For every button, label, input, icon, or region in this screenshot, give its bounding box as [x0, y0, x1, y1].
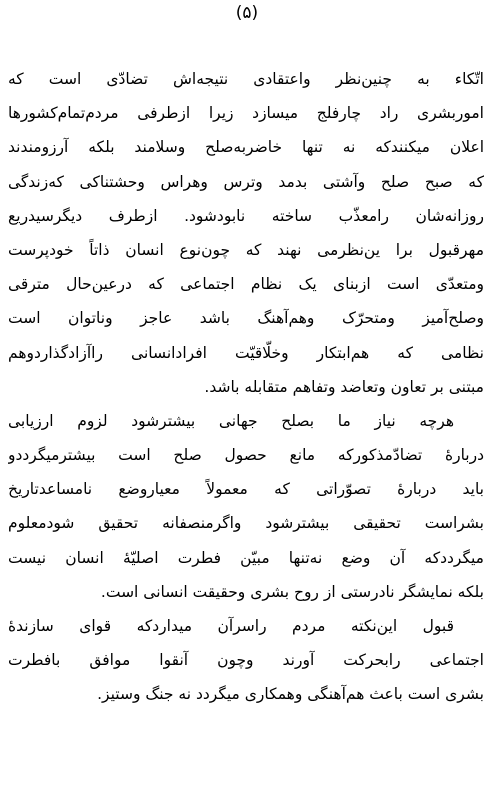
body-text [8, 62, 484, 712]
text-line: بشراست تحقیقی بیشترشود واگرمنصفانه تحقیق شودمعلوم [8, 514, 484, 533]
text-line: روزانه‌شان رامعذّب ساخته نابودشود. ازطرف دیگرسیدریع [8, 206, 484, 225]
text-line: اجتماعی رابحرکت آورند وچون آنقوا موافق بافطرت [8, 651, 484, 670]
text-line: دربارهٔ تضادّمذکورکه مانع حصول صلح است بیشترمیگرددو [8, 446, 484, 465]
text-line: اموربشری راد چارفلج میسازد زیرا ازطرفی مردم‌تمام‌کشورها [8, 104, 484, 123]
text-line: میگرددکه آن وضع نه‌تنها مبیّن فطرت اصلیّهٔ انسان نیست [8, 548, 484, 567]
page-number: (۵) [235, 3, 259, 23]
text-line: اتّکاء به چنین‌نظر واعتقادی نتیجه‌اش تضادّی است که [8, 70, 484, 88]
text-line: ومتعدّی است ازبنای یک نظام اجتماعی که درعین‌حال مترقی [8, 275, 484, 294]
text-line: قبول این‌نکته مردم راسرآن میداردکه قوای سازندهٔ [8, 617, 454, 635]
text-line: نظامی که هم‌ابتکار وخلّاقیّت افرادانسانی راآزادگذاردوهم [8, 343, 484, 362]
text-line: اعلان میکنندکه نه تنها خاضربه‌صلح وسلامند بلکه آرزومندند [8, 138, 484, 157]
text-line: باید دربارهٔ تصوّراتی که معمولاً معیاروضع نامساعدتاریخ [8, 480, 484, 499]
text-line: وصلح‌آمیز ومتحرّک وهم‌آهنگ باشد عاجز وناتوان است [8, 309, 484, 328]
text-line: بشری است باعث هم‌آهنگی وهمکاری میگردد نه جنگ وستیز. [97, 685, 484, 704]
text-line: هرچه نیاز ما بصلح جهانی بیشترشود لزوم ارزیابی [8, 411, 454, 430]
text-line: بلکه نمایشگر نادرستی از روح بشری وحقیقت انسانی است. [100, 582, 484, 601]
text-line: مبتنی بر تعاون وتعاضد وتفاهم متقابله باشد. [204, 377, 484, 396]
text-line: مهرقبول برا ین‌نظرمی نهند که چون‌نوع انسان ذاتاً خودپرست [8, 240, 484, 259]
text-line: که صبح صلح وآشتی بدمد وترس وهراس وحشتناکی که‌زندگی [8, 172, 484, 191]
